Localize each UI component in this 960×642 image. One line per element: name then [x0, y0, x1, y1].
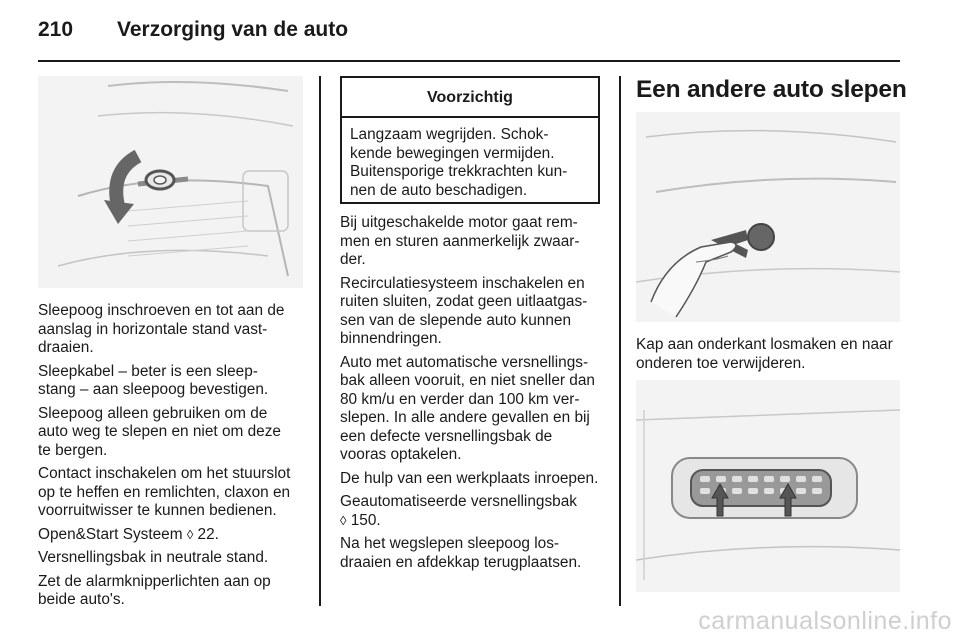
column-3-text	[636, 336, 906, 378]
towing-eye-illustration	[38, 76, 303, 288]
reference-page: 150.	[346, 511, 381, 529]
column-1-text	[38, 302, 310, 615]
cross-reference	[340, 493, 612, 530]
watermark: carmanualsonline.info	[698, 607, 952, 635]
remove-cover-illustration	[636, 112, 900, 322]
paragraph: Auto met automatische versnellings- bak alleen vooruit, en niet sneller dan 80 km/u en verder dan 100 km ver- slepen. In alle andere gevallen en bij een defecte versnellingsbak de vooras optakelen.	[340, 353, 595, 463]
paragraph: Na het wegslepen sleepoog los- draaien en afdekkap terugplaatsen.	[340, 535, 582, 571]
reference-arrow-icon: ◊	[340, 512, 347, 528]
grille-cover-illustration	[636, 380, 900, 592]
paragraph: Recirculatiesysteem inschakelen en ruiten sluiten, zodat geen uitlaatgas- sen van de slepende auto kunnen binnendringen.	[340, 274, 588, 347]
paragraph: Zet de alarmknipperlichten aan op beide auto's.	[38, 572, 271, 608]
column-divider-left	[319, 76, 321, 606]
paragraph: Sleepoog inschroeven en tot aan de aanslag in horizontale stand vast- draaien.	[38, 302, 285, 356]
reference-arrow-icon: ◊	[186, 526, 194, 542]
paragraph: Contact inschakelen om het stuurslot op te heffen en remlichten, claxon en voorruitwisser te kunnen bedienen.	[38, 465, 291, 519]
section-title: Een andere auto slepen	[636, 76, 907, 103]
header-rule	[38, 60, 900, 62]
column-2-text	[340, 214, 612, 577]
cross-reference	[38, 526, 310, 545]
page-header	[38, 18, 348, 48]
reference-text: Open&Start Systeem	[38, 525, 187, 543]
paragraph: De hulp van een werkplaats inroepen.	[340, 469, 599, 487]
column-divider-right	[619, 76, 621, 606]
paragraph: Bij uitgeschakelde motor gaat rem- men en sturen aanmerkelijk zwaar- der.	[340, 214, 580, 268]
paragraph: Kap aan onderkant losmaken en naar onderen toe verwijderen.	[636, 336, 893, 372]
paragraph: Versnellingsbak in neutrale stand.	[38, 549, 269, 566]
caution-heading: Voorzichtig	[342, 78, 598, 118]
page-title: Verzorging van de auto	[117, 18, 349, 41]
caution-box	[340, 76, 600, 204]
page-number: 210	[38, 18, 74, 41]
caution-text: Langzaam wegrijden. Schok- kende bewegingen vermijden. Buitensporige trekkrachten kun- nen de auto beschadigen.	[350, 126, 568, 199]
reference-page: 22.	[193, 525, 219, 543]
paragraph: Sleepoog alleen gebruiken om de auto weg te slepen en niet om deze te bergen.	[38, 404, 281, 459]
paragraph: Sleepkabel – beter is een sleep- stang – aan sleepoog bevestigen.	[38, 362, 269, 398]
reference-text: Geautomatiseerde versnellingsbak	[340, 493, 577, 510]
